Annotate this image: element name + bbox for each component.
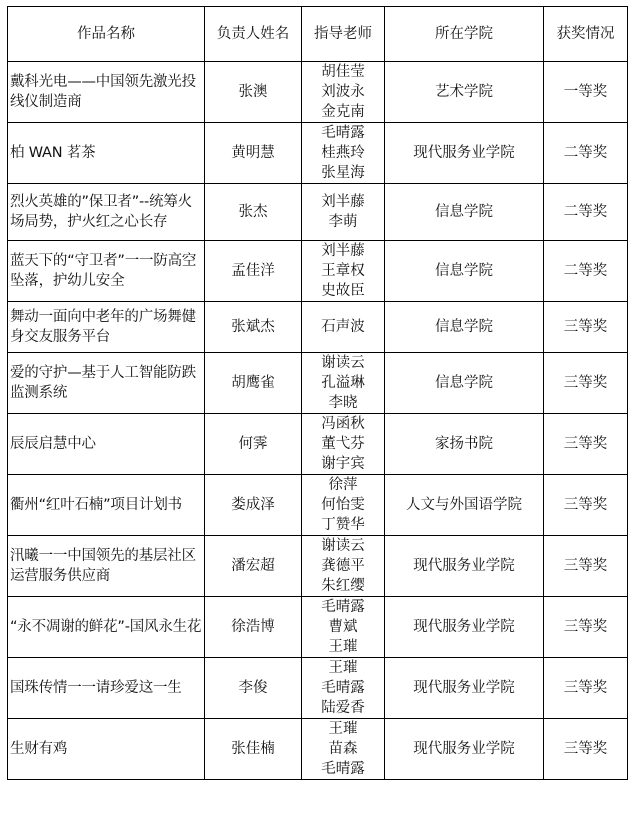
advisor-name: 谢读云: [321, 538, 365, 554]
header-advisors: 指导老师: [302, 7, 385, 62]
college-name: 人文与外国语学院: [385, 475, 544, 536]
advisor-name: 金克南: [321, 104, 365, 120]
college-name: 现代服务业学院: [385, 658, 544, 719]
advisor-name: 张星海: [321, 165, 365, 181]
college-name: 现代服务业学院: [385, 536, 544, 597]
advisor-list: [302, 62, 385, 123]
advisor-list: [302, 475, 385, 536]
project-name: 舞动一面向中老年的广场舞健身交友服务平台: [8, 302, 205, 353]
advisor-name: 丁赞华: [321, 517, 365, 533]
advisor-list: [302, 241, 385, 302]
advisor-name: 王璀: [328, 639, 358, 655]
advisor-name: 王璀: [328, 721, 358, 737]
table-row: [8, 62, 628, 123]
advisor-name: 石声波: [321, 319, 365, 335]
leader-name: 张杰: [205, 184, 302, 241]
header-row: [8, 7, 628, 62]
advisor-list: [302, 184, 385, 241]
award-level: 三等奖: [544, 719, 628, 780]
advisor-list: [302, 658, 385, 719]
advisor-name: 王璀: [328, 660, 358, 676]
advisor-name: 桂燕玲: [321, 145, 365, 161]
advisor-name: 毛晴露: [321, 125, 365, 141]
leader-name: 胡鹰雀: [205, 353, 302, 414]
advisor-name: 冯函秋: [321, 416, 365, 432]
advisor-name: 谢宇宾: [321, 456, 365, 472]
award-level: 二等奖: [544, 184, 628, 241]
project-name: 蓝天下的“守卫者”一一防高空坠落，护幼儿安全: [8, 241, 205, 302]
leader-name: 何霁: [205, 414, 302, 475]
table-row: [8, 597, 628, 658]
project-name: “永不凋谢的鲜花”-国风永生花: [8, 597, 205, 658]
table-row: [8, 475, 628, 536]
advisor-name: 李萌: [328, 214, 358, 230]
advisor-list: [302, 353, 385, 414]
advisor-name: 陆爱香: [321, 700, 365, 716]
table-row: [8, 184, 628, 241]
college-name: 现代服务业学院: [385, 123, 544, 184]
table-row: [8, 658, 628, 719]
college-name: 现代服务业学院: [385, 597, 544, 658]
table-row: [8, 719, 628, 780]
college-name: 信息学院: [385, 241, 544, 302]
advisor-name: 徐萍: [328, 477, 358, 493]
college-name: 家扬书院: [385, 414, 544, 475]
table-row: [8, 536, 628, 597]
advisor-name: 龚德平: [321, 558, 365, 574]
leader-name: 张斌杰: [205, 302, 302, 353]
project-name: 国珠传情一一请珍爱这一生: [8, 658, 205, 719]
leader-name: 张佳楠: [205, 719, 302, 780]
college-name: 现代服务业学院: [385, 719, 544, 780]
leader-name: 张澳: [205, 62, 302, 123]
project-name: 戴科光电——中国领先激光投线仪制造商: [8, 62, 205, 123]
advisor-name: 谢读云: [321, 355, 365, 371]
project-name: 烈火英雄的”保卫者”--统筹火场局势，护火红之心长存: [8, 184, 205, 241]
advisor-name: 刘半藤: [321, 194, 365, 210]
header-leader: 负责人姓名: [205, 7, 302, 62]
award-level: 一等奖: [544, 62, 628, 123]
header-college: 所在学院: [385, 7, 544, 62]
table-row: [8, 353, 628, 414]
advisor-name: 何怡雯: [321, 497, 365, 513]
advisor-name: 刘波永: [321, 84, 365, 100]
project-name: 汛曦一一中国领先的基层社区运营服务供应商: [8, 536, 205, 597]
table-row: [8, 241, 628, 302]
award-level: 三等奖: [544, 353, 628, 414]
leader-name: 孟佳洋: [205, 241, 302, 302]
award-level: 三等奖: [544, 536, 628, 597]
table-row: [8, 302, 628, 353]
header-award: 获奖情况: [544, 7, 628, 62]
college-name: 信息学院: [385, 353, 544, 414]
advisor-name: 刘半藤: [321, 243, 365, 259]
leader-name: 潘宏超: [205, 536, 302, 597]
project-name: 爱的守护—基于人工智能防跌监测系统: [8, 353, 205, 414]
project-name: 柏 WAN 茗茶: [8, 123, 205, 184]
advisor-name: 苗森: [328, 741, 358, 757]
award-level: 三等奖: [544, 475, 628, 536]
college-name: 信息学院: [385, 302, 544, 353]
advisor-list: [302, 597, 385, 658]
advisor-name: 王章权: [321, 263, 365, 279]
leader-name: 黄明慧: [205, 123, 302, 184]
advisor-name: 孔溢琳: [321, 375, 365, 391]
advisor-name: 董弋芬: [321, 436, 365, 452]
project-name: 生财有鸡: [8, 719, 205, 780]
advisor-list: [302, 719, 385, 780]
table-row: [8, 123, 628, 184]
advisor-name: 朱红缨: [321, 578, 365, 594]
advisor-name: 毛晴露: [321, 761, 365, 777]
table-row: [8, 414, 628, 475]
leader-name: 娄成泽: [205, 475, 302, 536]
project-name: 衢州“红叶石楠”项目计划书: [8, 475, 205, 536]
college-name: 艺术学院: [385, 62, 544, 123]
awards-table: [7, 6, 628, 780]
advisor-list: [302, 302, 385, 353]
leader-name: 徐浩博: [205, 597, 302, 658]
award-level: 三等奖: [544, 302, 628, 353]
award-level: 二等奖: [544, 123, 628, 184]
advisor-name: 胡佳莹: [321, 64, 365, 80]
advisor-list: [302, 123, 385, 184]
project-name: 辰辰启慧中心: [8, 414, 205, 475]
advisor-name: 李晓: [328, 395, 358, 411]
advisor-list: [302, 414, 385, 475]
award-level: 三等奖: [544, 658, 628, 719]
header-project: 作品名称: [8, 7, 205, 62]
award-level: 三等奖: [544, 414, 628, 475]
leader-name: 李俊: [205, 658, 302, 719]
advisor-name: 毛晴露: [321, 680, 365, 696]
advisor-list: [302, 536, 385, 597]
college-name: 信息学院: [385, 184, 544, 241]
award-level: 二等奖: [544, 241, 628, 302]
advisor-name: 毛晴露: [321, 599, 365, 615]
advisor-name: 曹斌: [328, 619, 358, 635]
advisor-name: 史故臣: [321, 283, 365, 299]
award-level: 三等奖: [544, 597, 628, 658]
